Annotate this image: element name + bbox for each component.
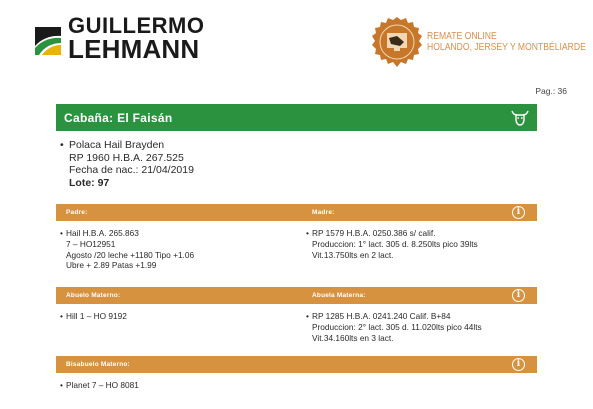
abuela-line: RP 1285 H.B.A. 0241.240 Calif. B+84 <box>312 311 451 321</box>
remate-line2: HOLANDO, JERSEY Y MONTBÉLIARDE <box>427 41 586 53</box>
abuela-line: Produccion: 2° lact. 305 d. 11.020lts pico 44lts <box>312 321 482 332</box>
abuelos-bar <box>56 287 537 304</box>
animal-birthdate: Fecha de nac.: 21/04/2019 <box>69 164 194 177</box>
lehmann-logo-icon <box>34 26 62 56</box>
abuela-materna-label: Abuela Materna: <box>312 292 366 299</box>
animal-rp: RP 1960 H.B.A. 267.525 <box>69 151 184 164</box>
padre-details <box>60 228 194 271</box>
madre-label: Madre: <box>312 209 335 216</box>
padre-madre-bar <box>56 204 537 221</box>
bisabuelo-bar <box>56 356 537 373</box>
animal-name: Polaca Hail Brayden <box>69 139 165 151</box>
abuela-line: Vit.34.160lts en 3 lact. <box>312 332 394 343</box>
remate-seal-icon <box>371 16 423 68</box>
page-number: Pag.: 36 <box>535 86 567 96</box>
bullet: • <box>60 228 63 238</box>
padre-line: Agosto /20 leche +1180 Tipo +1.06 <box>66 249 195 260</box>
cabana-title: Cabaña: El Faisán <box>64 111 173 125</box>
remate-title <box>427 31 586 53</box>
brand-line2: LEHMANN <box>68 33 200 64</box>
bullet: • <box>306 311 309 321</box>
madre-details <box>306 228 478 260</box>
abuelo-details <box>60 311 127 322</box>
brand-name <box>68 13 205 64</box>
bullet: • <box>60 139 64 151</box>
abuelo-materno-label: Abuelo Materno: <box>66 292 121 299</box>
bisabuelo-line: Planet 7 – HO 8081 <box>66 380 139 390</box>
lote-label: Lote: <box>69 176 95 189</box>
lote-row <box>69 177 194 190</box>
madre-line: RP 1579 H.B.A. 0250.386 s/ calif. <box>312 228 436 238</box>
abuelo-line: Hill 1 – HO 9192 <box>66 311 127 321</box>
cow-head-icon <box>511 109 529 126</box>
brand-line1: GUILLERMO <box>68 13 205 38</box>
info-icon[interactable]: i <box>512 358 525 371</box>
madre-line: Vit.13.750lts en 2 lact. <box>312 249 394 260</box>
abuela-details <box>306 311 482 343</box>
info-icon[interactable]: i <box>512 289 525 302</box>
padre-label: Padre: <box>66 209 88 216</box>
cabana-bar <box>56 104 537 131</box>
padre-line: Ubre + 2.89 Patas +1.99 <box>66 260 157 271</box>
bisabuelo-materno-label: Bisabuelo Materno: <box>66 361 130 368</box>
bullet: • <box>60 380 63 390</box>
bisabuelo-details <box>60 380 139 391</box>
bullet: • <box>60 311 63 321</box>
animal-info <box>60 139 194 189</box>
bullet: • <box>306 228 309 238</box>
info-icon[interactable]: i <box>512 206 525 219</box>
lote-value: 97 <box>97 176 110 189</box>
madre-line: Produccion: 1° lact. 305 d. 8.250lts pico 39lts <box>312 238 478 249</box>
padre-line: Hail H.B.A. 265.863 <box>66 228 139 238</box>
header <box>0 0 593 78</box>
padre-line: 7 – HO12951 <box>66 238 116 249</box>
remate-line1: REMATE ONLINE <box>427 30 497 42</box>
